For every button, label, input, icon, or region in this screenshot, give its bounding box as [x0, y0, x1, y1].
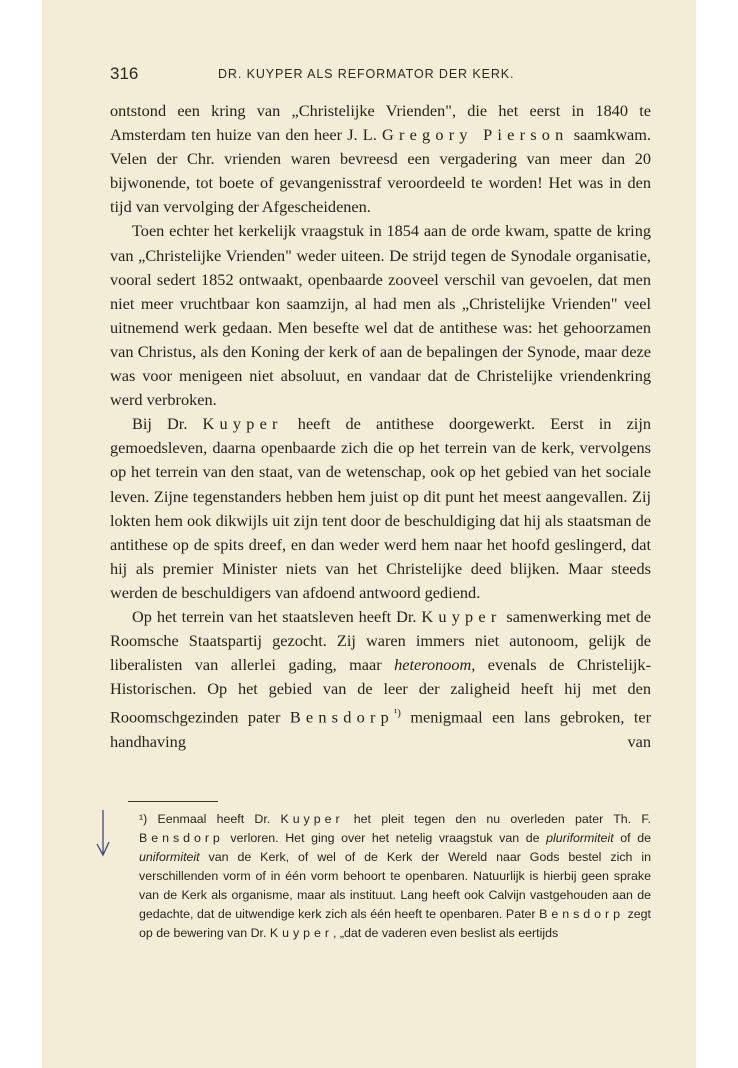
book-page — [42, 0, 696, 1068]
spaced-name: Kuyper — [202, 414, 283, 434]
running-head: DR. KUYPER ALS REFORMATOR DER KERK. — [218, 67, 515, 81]
italic-term: heteronoom, — [394, 655, 476, 675]
paragraph-1: ontstond een kring van „Christelijke Vrienden", die het eerst in 1840 te Amsterdam ten huize van den heer J. L. Gregory Pierson saamkwam. Velen der Chr. vrienden waren bevreesd een vergadering van meer dan 20 bijwonende, tot boete of gevangenisstraf veroordeeld te worden! Het was in den tijd van vervolging der Afgescheidenen. — [110, 101, 652, 217]
page-number: 316 — [110, 64, 139, 83]
spaced-name: Gregory Pierson — [382, 125, 569, 145]
spaced-name: Bensdorp — [289, 707, 394, 727]
paragraph-2: Toen echter het kerkelijk vraagstuk in 1854 aan de orde kwam, spatte de kring van „Christelijke Vrienden" weder uiteen. De strijd tegen de Synodale organisatie, vooral sedert 1852 ontwaakt, openbaarde zooveel verschil van gevoelen, dat men niet meer vruchtbaar kon saamzijn, al had men als „Christelijke Vrienden" veel uitnemend werk gedaan. Men besefte wel dat de antithese was: het gehoorzamen van Christus, als den Koning der kerk of aan de bepalingen der Synode, maar deze was voor menigeen niet absoluut, en vandaar dat de Christelijke vriendenkring werd verbroken. — [110, 221, 651, 410]
footnote — [115, 810, 651, 943]
pencil-arrow-mark — [93, 808, 113, 858]
spaced-name: Kuyper — [421, 606, 502, 626]
body-text — [110, 99, 651, 754]
footnote-reference[interactable]: ¹) — [393, 707, 401, 720]
paragraph-3: Bij Dr. Kuyper heeft de antithese doorgewerkt. Eerst in zijn gemoedsleven, daarna openbaarde zich die op het terrein van de kerk, vervolgens op het terrein van den staat, van de wetenschap, ook op het gebied van het sociale leven. Zijne tegenstanders hebben hem juist op dit punt het meest aangevallen. Zij lokten hem ook dikwijls uit zijn tent door de beschuldiging dat hij als staatsman de antithese op de spits dreef, en dan weder werd hem naar het hoofd geslingerd, dat hij als premier Minister niets van het Christelijke deed blijken. Maar steeds werden de beschuldigers van afdoend antwoord gediend. — [110, 414, 651, 602]
footnote-divider — [128, 801, 218, 802]
footnote-mark: ¹) — [139, 812, 148, 826]
page-header — [110, 64, 651, 86]
footnote-text: ¹) Eenmaal heeft Dr. Kuyper het pleit tegen den nu overleden pater Th. F. Bensdorp verloren. Het ging over het netelig vraagstuk van de pluriformiteit of de uniformiteit van de Kerk, of wel of de Kerk der Wereld naar Gods bestel zich in verschillenden vorm of in één vorm behoort te openbaren. Natuurlijk is hierbij geen sprake van de Kerk als organisme, maar als instituut. Lang heeft ook Calvijn vastgehouden aan de gedachte, dat de uitwendige kerk zich als één heeft te openbaren. Pater Bensdorp zegt op de bewering van Dr. Kuyper, „dat de vaderen even beslist als eertijds — [139, 812, 651, 940]
paragraph-4: Op het terrein van het staatsleven heeft Dr. Kuyper samenwerking met de Roomsche Staatspartij gezocht. Zij waren immers niet autonoom, gelijk de liberalisten van allerlei gading, maar heteronoom, evenals de Christelijk-Historischen. Op het gebied van de leer der zaligheid heeft hij met den Rooomschgezinden pater Bensdorp$^{^1)}$ menigmaal een lans gebroken, ter handhaving van — [110, 606, 652, 751]
